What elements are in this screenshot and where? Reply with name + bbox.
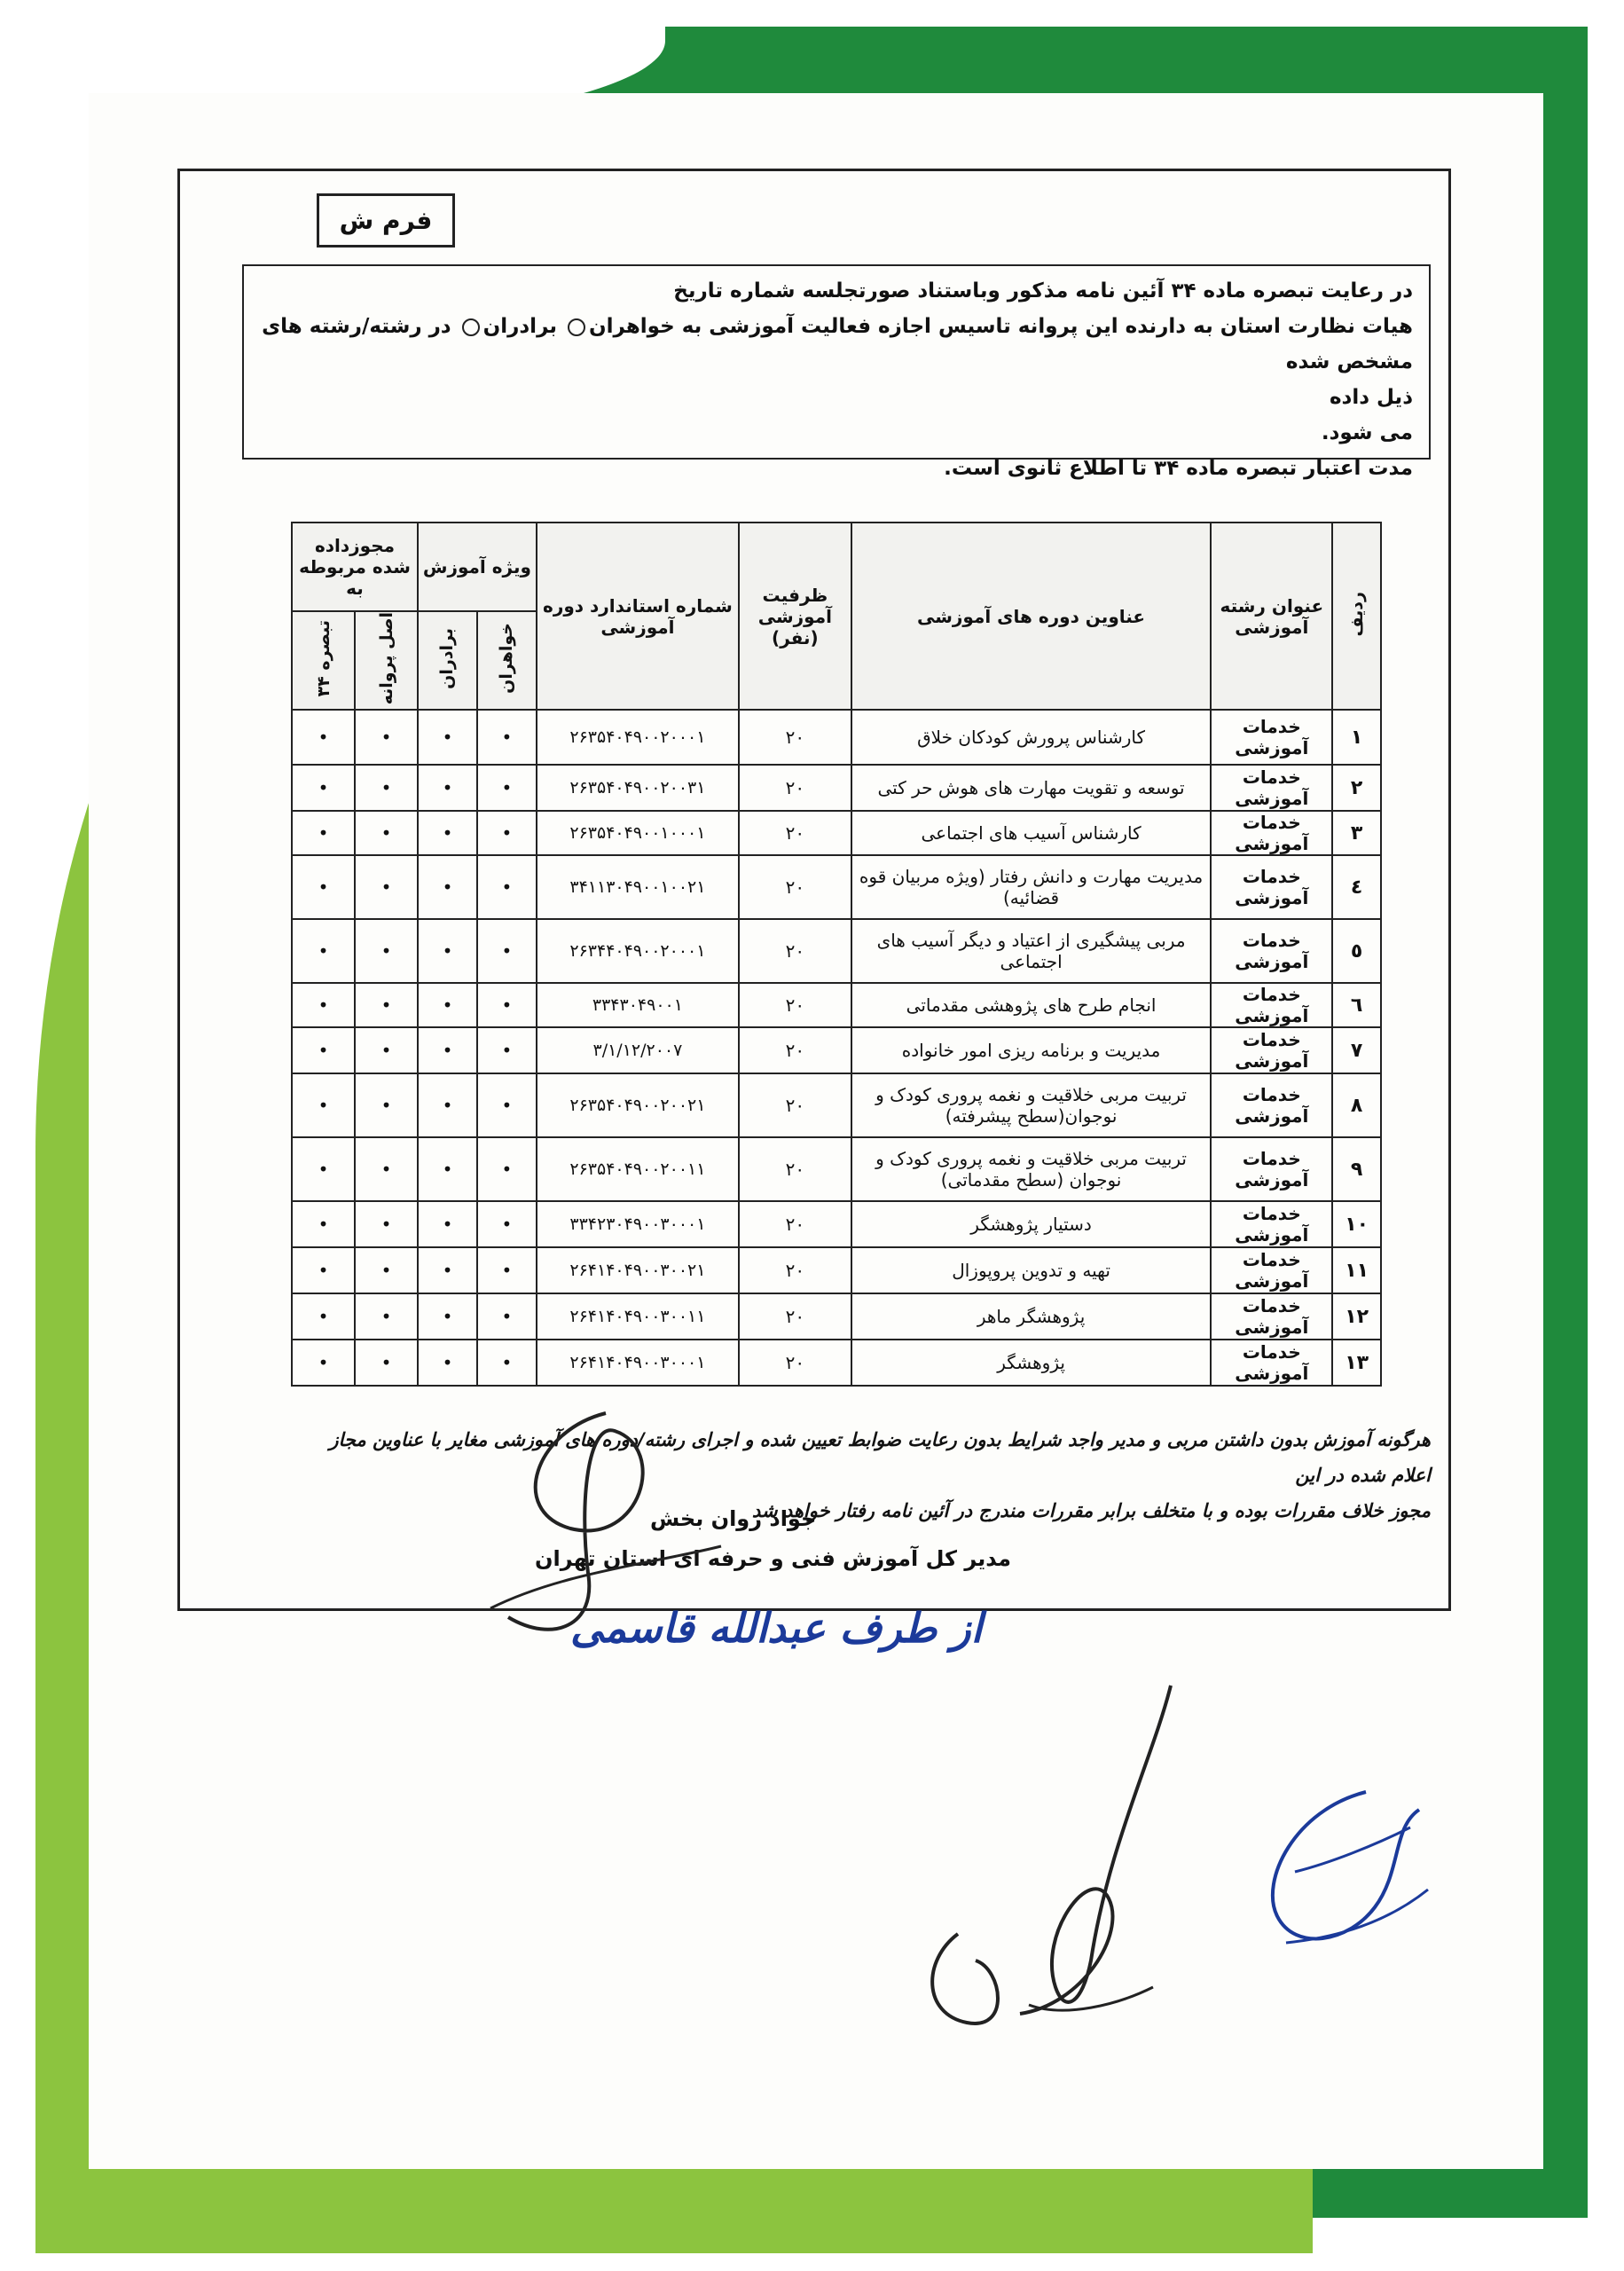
intro-line-1: در رعایت تبصره ماده ۳۴ آئین نامه مذکور وباستناد صورتجلسه شماره تاریخ bbox=[673, 279, 1413, 303]
mark-sisters: • bbox=[477, 919, 537, 983]
capacity: ۲۰ bbox=[739, 855, 851, 919]
mark-note34: • bbox=[292, 1137, 355, 1201]
mark-note34: • bbox=[292, 983, 355, 1027]
course-title: پژوهشگر ماهر bbox=[851, 1293, 1212, 1340]
row-number: ۱۳ bbox=[1332, 1340, 1381, 1386]
handwritten-initials-1 bbox=[887, 1668, 1206, 2040]
mark-brothers: • bbox=[418, 1027, 477, 1073]
mark-brothers: • bbox=[418, 1293, 477, 1340]
signatory-title: مدیر کل آموزش فنی و حرفه ای استان تهران bbox=[535, 1546, 1011, 1571]
header-field: عنوان رشته آموزشی bbox=[1211, 523, 1332, 710]
mark-original: • bbox=[355, 765, 418, 811]
mark-original: • bbox=[355, 1201, 418, 1247]
notice-line-1: هرگونه آموزش بدون داشتن مربی و مدیر واجد شرایط بدون رعایت ضوابط تعیین شده و اجرای رشته/دوره های آموزشی مغایر با عناوین مجاز اعلام شده در این bbox=[329, 1429, 1431, 1486]
capacity: ۲۰ bbox=[739, 811, 851, 855]
course-title: مدیریت مهارت و دانش رفتار (ویژه مربیان قوه قضائیه) bbox=[851, 855, 1212, 919]
mark-sisters: • bbox=[477, 1201, 537, 1247]
intro-line-2a: هیات نظارت استان به دارنده این پروانه تاسیس اجازه فعالیت آموزشی به خواهران bbox=[589, 315, 1413, 338]
mark-sisters: • bbox=[477, 765, 537, 811]
row-number: ۱۱ bbox=[1332, 1247, 1381, 1293]
standard-number: ۳۴۱۱۳۰۴۹۰۰۱۰۰۲۱ bbox=[537, 855, 739, 919]
course-title: تهیه و تدوین پروپوزال bbox=[851, 1247, 1212, 1293]
intro-line-5: مدت اعتبار تبصره ماده ۳۴ تا اطلاع ثانوی است. bbox=[944, 457, 1413, 480]
mark-brothers: • bbox=[418, 1137, 477, 1201]
mark-sisters: • bbox=[477, 855, 537, 919]
mark-note34: • bbox=[292, 1247, 355, 1293]
standard-number: ۳۳۴۳۰۴۹۰۰۱ bbox=[537, 983, 739, 1027]
mark-original: • bbox=[355, 919, 418, 983]
standard-number: ۲۶۳۵۴۰۴۹۰۰۲۰۰۳۱ bbox=[537, 765, 739, 811]
mark-note34: • bbox=[292, 811, 355, 855]
row-number: ٤ bbox=[1332, 855, 1381, 919]
field-name: خدمات آموزشی bbox=[1211, 1073, 1332, 1137]
course-title: کارشناس پرورش کودکان خلاق bbox=[851, 710, 1212, 765]
row-number: ٥ bbox=[1332, 919, 1381, 983]
mark-note34: • bbox=[292, 855, 355, 919]
row-number: ۱۰ bbox=[1332, 1201, 1381, 1247]
courses-table bbox=[291, 522, 1382, 1387]
header-note34: تبصره ۳۴ bbox=[292, 611, 355, 710]
intro-line-2 bbox=[260, 309, 1413, 380]
mark-note34: • bbox=[292, 1027, 355, 1073]
capacity: ۲۰ bbox=[739, 1027, 851, 1073]
brothers-radio bbox=[462, 318, 480, 336]
mark-brothers: • bbox=[418, 765, 477, 811]
capacity: ۲۰ bbox=[739, 1293, 851, 1340]
capacity: ۲۰ bbox=[739, 919, 851, 983]
standard-number: ۲۶۳۵۴۰۴۹۰۰۲۰۰۲۱ bbox=[537, 1073, 739, 1137]
field-name: خدمات آموزشی bbox=[1211, 1293, 1332, 1340]
table-row bbox=[292, 1201, 1381, 1247]
row-number: ۷ bbox=[1332, 1027, 1381, 1073]
header-brothers: برادران bbox=[418, 611, 477, 710]
header-permits: مجوزداده شده مربوطه به bbox=[292, 523, 418, 611]
capacity: ۲۰ bbox=[739, 1073, 851, 1137]
intro-line-2b: برادران bbox=[482, 315, 565, 338]
row-number: ۱ bbox=[1332, 710, 1381, 765]
table-row bbox=[292, 983, 1381, 1027]
mark-note34: • bbox=[292, 1293, 355, 1340]
sisters-radio bbox=[568, 318, 585, 336]
mark-original: • bbox=[355, 855, 418, 919]
mark-sisters: • bbox=[477, 710, 537, 765]
mark-original: • bbox=[355, 1137, 418, 1201]
signatory-name: جواد روان بخش bbox=[650, 1506, 817, 1531]
capacity: ۲۰ bbox=[739, 1137, 851, 1201]
intro-line-2c: در رشته/رشته های مشخص شده bbox=[262, 315, 1413, 373]
main-signature bbox=[455, 1395, 739, 1662]
mark-note34: • bbox=[292, 710, 355, 765]
mark-sisters: • bbox=[477, 1247, 537, 1293]
mark-note34: • bbox=[292, 919, 355, 983]
mark-note34: • bbox=[292, 1340, 355, 1386]
mark-sisters: • bbox=[477, 1073, 537, 1137]
course-title: کارشناس آسیب های اجتماعی bbox=[851, 811, 1212, 855]
field-name: خدمات آموزشی bbox=[1211, 1027, 1332, 1073]
header-standard: شماره استاندارد دوره آموزشی bbox=[537, 523, 739, 710]
header-sisters: خواهران bbox=[477, 611, 537, 710]
mark-brothers: • bbox=[418, 1073, 477, 1137]
header-row-number: ردیف bbox=[1332, 523, 1381, 710]
course-title: پژوهشگر bbox=[851, 1340, 1212, 1386]
table-row bbox=[292, 855, 1381, 919]
standard-number: ۲۶۴۱۴۰۴۹۰۰۳۰۰۰۱ bbox=[537, 1340, 739, 1386]
standard-number: ۲۶۳۵۴۰۴۹۰۰۱۰۰۰۱ bbox=[537, 811, 739, 855]
mark-original: • bbox=[355, 983, 418, 1027]
table-row bbox=[292, 765, 1381, 811]
form-label: فرم ش bbox=[317, 193, 455, 248]
mark-sisters: • bbox=[477, 1293, 537, 1340]
notice-line-2: مجوز خلاف مقررات بوده و با متخلف برابر مقررات مندرج در آئین نامه رفتار خواهد شد bbox=[751, 1500, 1431, 1521]
standard-number: ۲۶۴۱۴۰۴۹۰۰۳۰۰۱۱ bbox=[537, 1293, 739, 1340]
field-name: خدمات آموزشی bbox=[1211, 855, 1332, 919]
row-number: ۳ bbox=[1332, 811, 1381, 855]
mark-original: • bbox=[355, 1073, 418, 1137]
course-title: توسعه و تقویت مهارت های هوش حر کتی bbox=[851, 765, 1212, 811]
capacity: ۲۰ bbox=[739, 983, 851, 1027]
row-number: ۲ bbox=[1332, 765, 1381, 811]
field-name: خدمات آموزشی bbox=[1211, 1247, 1332, 1293]
table-row bbox=[292, 919, 1381, 983]
row-number: ٦ bbox=[1332, 983, 1381, 1027]
mark-brothers: • bbox=[418, 1340, 477, 1386]
course-title: تربیت مربی خلاقیت و نغمه پروری کودک و نوجوان(سطح پیشرفته) bbox=[851, 1073, 1212, 1137]
course-title: مدیریت و برنامه ریزی امور خانواده bbox=[851, 1027, 1212, 1073]
table-row bbox=[292, 710, 1381, 765]
field-name: خدمات آموزشی bbox=[1211, 1137, 1332, 1201]
mark-original: • bbox=[355, 1247, 418, 1293]
field-name: خدمات آموزشی bbox=[1211, 919, 1332, 983]
row-number: ۹ bbox=[1332, 1137, 1381, 1201]
table-row bbox=[292, 1073, 1381, 1137]
table-row bbox=[292, 1137, 1381, 1201]
mark-sisters: • bbox=[477, 811, 537, 855]
course-title: تربیت مربی خلاقیت و نغمه پروری کودک و نوجوان (سطح مقدماتی) bbox=[851, 1137, 1212, 1201]
intro-box bbox=[242, 264, 1431, 480]
course-title: دستیار پژوهشگر bbox=[851, 1201, 1212, 1247]
on-behalf-stamp: از طرف عبدالله قاسمی bbox=[570, 1604, 983, 1652]
row-number: ۱۲ bbox=[1332, 1293, 1381, 1340]
mark-note34: • bbox=[292, 1201, 355, 1247]
course-title: انجام طرح های پژوهشی مقدماتی bbox=[851, 983, 1212, 1027]
header-special: ویژه آموزش bbox=[418, 523, 537, 611]
standard-number: ۲۶۳۴۴۰۴۹۰۰۲۰۰۰۱ bbox=[537, 919, 739, 983]
mark-sisters: • bbox=[477, 1340, 537, 1386]
mark-brothers: • bbox=[418, 1247, 477, 1293]
mark-brothers: • bbox=[418, 855, 477, 919]
table-row bbox=[292, 1340, 1381, 1386]
mark-brothers: • bbox=[418, 919, 477, 983]
header-original: اصل پروانه bbox=[355, 611, 418, 710]
row-number: ۸ bbox=[1332, 1073, 1381, 1137]
table-row bbox=[292, 1293, 1381, 1340]
table-row bbox=[292, 1027, 1381, 1073]
mark-sisters: • bbox=[477, 1137, 537, 1201]
field-name: خدمات آموزشی bbox=[1211, 765, 1332, 811]
field-name: خدمات آموزشی bbox=[1211, 1201, 1332, 1247]
mark-brothers: • bbox=[418, 811, 477, 855]
standard-number: ۲۶۳۵۴۰۴۹۰۰۲۰۰۱۱ bbox=[537, 1137, 739, 1201]
course-title: مربی پیشگیری از اعتیاد و دیگر آسیب های اجتماعی bbox=[851, 919, 1212, 983]
mark-note34: • bbox=[292, 1073, 355, 1137]
mark-original: • bbox=[355, 1293, 418, 1340]
capacity: ۲۰ bbox=[739, 710, 851, 765]
intro-line-3: ذیل داده bbox=[1329, 386, 1413, 409]
mark-note34: • bbox=[292, 765, 355, 811]
mark-original: • bbox=[355, 1027, 418, 1073]
mark-brothers: • bbox=[418, 983, 477, 1027]
mark-brothers: • bbox=[418, 710, 477, 765]
standard-number: ۳۳۴۲۳۰۴۹۰۰۳۰۰۰۱ bbox=[537, 1201, 739, 1247]
header-course: عناوین دوره های آموزشی bbox=[851, 523, 1212, 710]
mark-original: • bbox=[355, 1340, 418, 1386]
table-row bbox=[292, 811, 1381, 855]
capacity: ۲۰ bbox=[739, 1201, 851, 1247]
field-name: خدمات آموزشی bbox=[1211, 1340, 1332, 1386]
standard-number: ۳/۱/۱۲/۲۰۰۷ bbox=[537, 1027, 739, 1073]
handwritten-initials-2 bbox=[1242, 1774, 1437, 1969]
table-row bbox=[292, 1247, 1381, 1293]
mark-original: • bbox=[355, 710, 418, 765]
mark-brothers: • bbox=[418, 1201, 477, 1247]
capacity: ۲۰ bbox=[739, 1340, 851, 1386]
mark-original: • bbox=[355, 811, 418, 855]
field-name: خدمات آموزشی bbox=[1211, 710, 1332, 765]
standard-number: ۲۶۴۱۴۰۴۹۰۰۳۰۰۲۱ bbox=[537, 1247, 739, 1293]
standard-number: ۲۶۳۵۴۰۴۹۰۰۲۰۰۰۱ bbox=[537, 710, 739, 765]
capacity: ۲۰ bbox=[739, 1247, 851, 1293]
mark-sisters: • bbox=[477, 983, 537, 1027]
intro-line-4: می شود. bbox=[1321, 421, 1413, 444]
field-name: خدمات آموزشی bbox=[1211, 811, 1332, 855]
mark-sisters: • bbox=[477, 1027, 537, 1073]
permit-document bbox=[177, 169, 1451, 1652]
header-capacity: ظرفیت آموزشی (نفر) bbox=[739, 523, 851, 710]
capacity: ۲۰ bbox=[739, 765, 851, 811]
field-name: خدمات آموزشی bbox=[1211, 983, 1332, 1027]
